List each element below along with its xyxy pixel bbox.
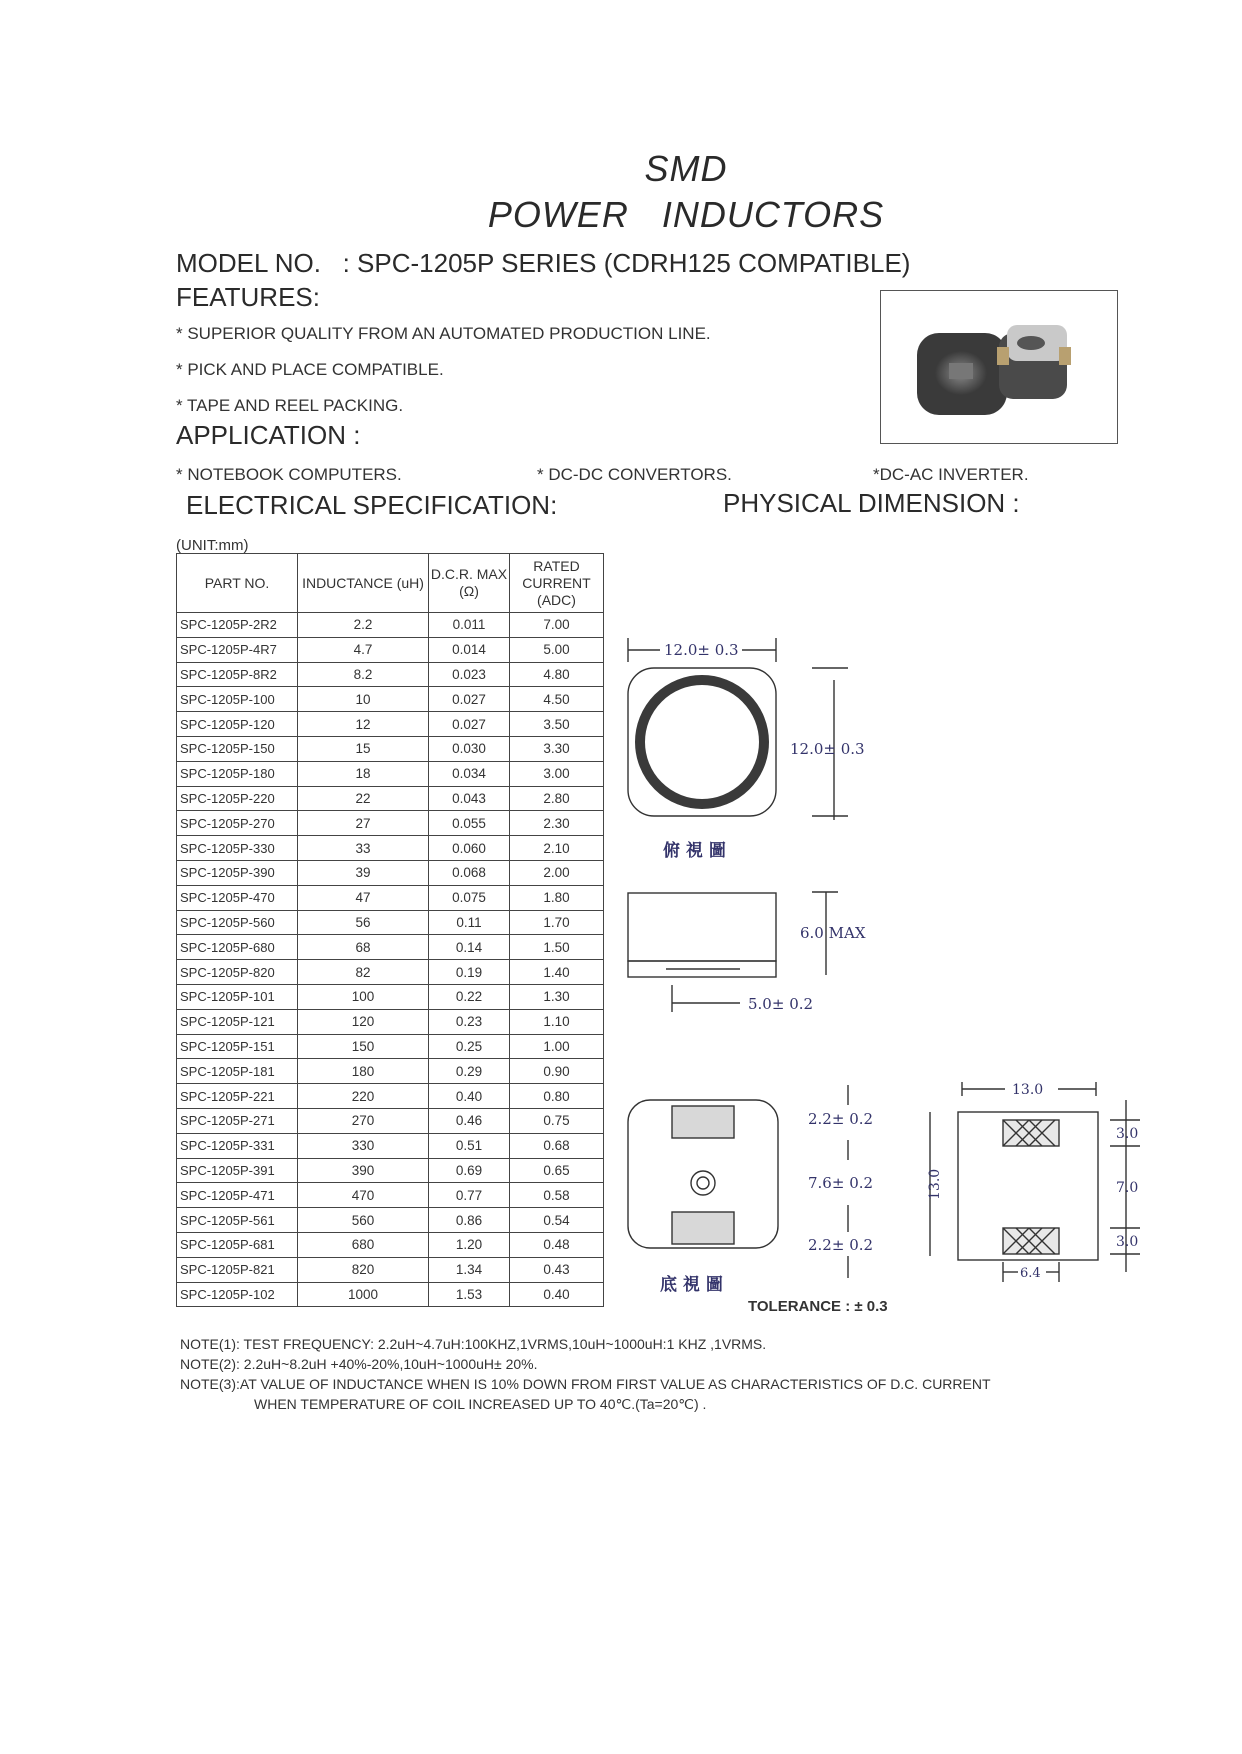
cell-rated-current: 3.30 (510, 736, 604, 761)
top-view-label: 俯 視 圖 (663, 841, 726, 861)
cell-dcr: 0.46 (429, 1108, 510, 1133)
cell-rated-current: 1.30 (510, 984, 604, 1009)
note-3: NOTE(3):AT VALUE OF INDUCTANCE WHEN IS 10% DOWN FROM FIRST VALUE AS CHARACTERISTICS OF D.C. CURRENT (180, 1376, 991, 1392)
dim-bottom-pad-top: 2.2± 0.2 (808, 1110, 874, 1128)
cell-dcr: 0.034 (429, 761, 510, 786)
cell-dcr: 0.027 (429, 712, 510, 737)
cell-rated-current: 1.00 (510, 1034, 604, 1059)
cell-inductance: 8.2 (298, 662, 429, 687)
application-heading: APPLICATION : (176, 420, 361, 450)
bottom-view-label: 底 視 圖 (660, 1275, 723, 1295)
cell-rated-current: 1.70 (510, 910, 604, 935)
feature-item: * TAPE AND REEL PACKING. (176, 396, 404, 415)
cell-part-no: SPC-1205P-331 (177, 1133, 298, 1158)
cell-dcr: 0.77 (429, 1183, 510, 1208)
cell-part-no: SPC-1205P-2R2 (177, 613, 298, 638)
cell-dcr: 0.23 (429, 1009, 510, 1034)
electrical-spec-heading: ELECTRICAL SPECIFICATION: (186, 490, 558, 520)
cell-inductance: 18 (298, 761, 429, 786)
cell-part-no: SPC-1205P-102 (177, 1282, 298, 1307)
cell-dcr: 0.22 (429, 984, 510, 1009)
cell-rated-current: 3.50 (510, 712, 604, 737)
cell-inductance: 560 (298, 1208, 429, 1233)
cell-dcr: 0.014 (429, 637, 510, 662)
cell-inductance: 12 (298, 712, 429, 737)
title-power-inductors: POWER INDUCTORS (487, 194, 885, 235)
feature-item: * PICK AND PLACE COMPATIBLE. (176, 360, 444, 379)
cell-dcr: 0.068 (429, 860, 510, 885)
cell-part-no: SPC-1205P-220 (177, 786, 298, 811)
cell-inductance: 39 (298, 860, 429, 885)
cell-rated-current: 0.90 (510, 1059, 604, 1084)
title-smd: SMD (644, 148, 728, 189)
cell-inductance: 120 (298, 1009, 429, 1034)
cell-inductance: 56 (298, 910, 429, 935)
cell-rated-current: 4.80 (510, 662, 604, 687)
cell-rated-current: 7.00 (510, 613, 604, 638)
features-heading: FEATURES: (176, 282, 320, 312)
cell-dcr: 0.060 (429, 836, 510, 861)
cell-inductance: 68 (298, 935, 429, 960)
cell-rated-current: 1.80 (510, 885, 604, 910)
cell-dcr: 0.69 (429, 1158, 510, 1183)
cell-rated-current: 1.50 (510, 935, 604, 960)
cell-dcr: 0.023 (429, 662, 510, 687)
cell-dcr: 0.11 (429, 910, 510, 935)
dim-bottom-pad-bottom: 2.2± 0.2 (808, 1236, 874, 1254)
cell-dcr: 0.030 (429, 736, 510, 761)
cell-part-no: SPC-1205P-820 (177, 960, 298, 985)
dim-land-pad2: 3.0 (1116, 1234, 1139, 1250)
feature-item: * SUPERIOR QUALITY FROM AN AUTOMATED PRODUCTION LINE. (176, 324, 711, 343)
cell-dcr: 0.011 (429, 613, 510, 638)
cell-part-no: SPC-1205P-390 (177, 860, 298, 885)
cell-dcr: 0.043 (429, 786, 510, 811)
cell-inductance: 82 (298, 960, 429, 985)
dim-top-height: 12.0± 0.3 (790, 740, 865, 758)
cell-inductance: 100 (298, 984, 429, 1009)
cell-rated-current: 0.43 (510, 1257, 604, 1282)
cell-part-no: SPC-1205P-471 (177, 1183, 298, 1208)
cell-dcr: 0.19 (429, 960, 510, 985)
cell-inductance: 270 (298, 1108, 429, 1133)
cell-dcr: 0.51 (429, 1133, 510, 1158)
cell-part-no: SPC-1205P-100 (177, 687, 298, 712)
dim-top-width: 12.0± 0.3 (664, 641, 739, 659)
cell-rated-current: 2.10 (510, 836, 604, 861)
physical-dimension-heading: PHYSICAL DIMENSION : (723, 488, 1020, 518)
cell-dcr: 0.29 (429, 1059, 510, 1084)
cell-rated-current: 5.00 (510, 637, 604, 662)
cell-part-no: SPC-1205P-121 (177, 1009, 298, 1034)
dim-land-gap: 7.0 (1116, 1180, 1139, 1196)
tolerance-note: TOLERANCE : ± 0.3 (748, 1298, 888, 1315)
cell-rated-current: 0.80 (510, 1084, 604, 1109)
cell-inductance: 27 (298, 811, 429, 836)
cell-rated-current: 4.50 (510, 687, 604, 712)
cell-inductance: 180 (298, 1059, 429, 1084)
cell-rated-current: 0.54 (510, 1208, 604, 1233)
cell-dcr: 1.53 (429, 1282, 510, 1307)
cell-part-no: SPC-1205P-821 (177, 1257, 298, 1282)
cell-rated-current: 2.80 (510, 786, 604, 811)
side-view-drawing (628, 892, 838, 1012)
dim-side-width: 5.0± 0.2 (748, 995, 814, 1013)
dim-side-height: 6.0 MAX (800, 924, 866, 942)
cell-inductance: 470 (298, 1183, 429, 1208)
application-item: * NOTEBOOK COMPUTERS. (176, 465, 402, 484)
col-header-inductance: INDUCTANCE (uH) (298, 554, 429, 613)
cell-part-no: SPC-1205P-101 (177, 984, 298, 1009)
cell-dcr: 1.34 (429, 1257, 510, 1282)
cell-inductance: 150 (298, 1034, 429, 1059)
cell-inductance: 390 (298, 1158, 429, 1183)
cell-inductance: 22 (298, 786, 429, 811)
cell-dcr: 0.25 (429, 1034, 510, 1059)
cell-part-no: SPC-1205P-180 (177, 761, 298, 786)
land-pattern-drawing (930, 1082, 1140, 1282)
col-header-dcr: D.C.R. MAX (Ω) (429, 554, 510, 613)
cell-rated-current: 0.40 (510, 1282, 604, 1307)
cell-part-no: SPC-1205P-470 (177, 885, 298, 910)
note-2: NOTE(2): 2.2uH~8.2uH +40%-20%,10uH~1000uH± 20%. (180, 1356, 538, 1372)
cell-rated-current: 1.10 (510, 1009, 604, 1034)
cell-part-no: SPC-1205P-120 (177, 712, 298, 737)
note-1: NOTE(1): TEST FREQUENCY: 2.2uH~4.7uH:100KHZ,1VRMS,10uH~1000uH:1 KHZ ,1VRMS. (180, 1336, 767, 1352)
dim-land-pad1: 3.0 (1116, 1126, 1139, 1142)
cell-part-no: SPC-1205P-181 (177, 1059, 298, 1084)
cell-inductance: 820 (298, 1257, 429, 1282)
cell-inductance: 10 (298, 687, 429, 712)
cell-part-no: SPC-1205P-221 (177, 1084, 298, 1109)
cell-part-no: SPC-1205P-150 (177, 736, 298, 761)
cell-dcr: 0.40 (429, 1084, 510, 1109)
cell-inductance: 33 (298, 836, 429, 861)
cell-inductance: 330 (298, 1133, 429, 1158)
cell-inductance: 4.7 (298, 637, 429, 662)
cell-part-no: SPC-1205P-151 (177, 1034, 298, 1059)
cell-rated-current: 2.30 (510, 811, 604, 836)
note-3-continued: WHEN TEMPERATURE OF COIL INCREASED UP TO 40℃.(Ta=20℃) . (254, 1396, 707, 1412)
cell-rated-current: 3.00 (510, 761, 604, 786)
application-item: *DC-AC INVERTER. (873, 465, 1029, 484)
cell-part-no: SPC-1205P-391 (177, 1158, 298, 1183)
col-header-current: RATED CURRENT (ADC) (510, 554, 604, 613)
cell-inductance: 1000 (298, 1282, 429, 1307)
cell-dcr: 1.20 (429, 1232, 510, 1257)
top-view-drawing (628, 638, 848, 820)
cell-rated-current: 2.00 (510, 860, 604, 885)
cell-part-no: SPC-1205P-271 (177, 1108, 298, 1133)
cell-part-no: SPC-1205P-680 (177, 935, 298, 960)
col-header-part: PART NO. (177, 554, 298, 613)
dim-land-height: 13.0 (927, 1168, 943, 1200)
cell-rated-current: 0.58 (510, 1183, 604, 1208)
cell-dcr: 0.14 (429, 935, 510, 960)
application-item: * DC-DC CONVERTORS. (537, 465, 732, 484)
model-number-line: MODEL NO. : SPC-1205P SERIES (CDRH125 COMPATIBLE) (176, 248, 911, 278)
cell-part-no: SPC-1205P-561 (177, 1208, 298, 1233)
cell-part-no: SPC-1205P-560 (177, 910, 298, 935)
cell-inductance: 47 (298, 885, 429, 910)
cell-dcr: 0.027 (429, 687, 510, 712)
cell-part-no: SPC-1205P-330 (177, 836, 298, 861)
cell-dcr: 0.075 (429, 885, 510, 910)
cell-rated-current: 1.40 (510, 960, 604, 985)
cell-inductance: 2.2 (298, 613, 429, 638)
cell-part-no: SPC-1205P-8R2 (177, 662, 298, 687)
dim-bottom-center: 7.6± 0.2 (808, 1174, 874, 1192)
cell-rated-current: 0.68 (510, 1133, 604, 1158)
cell-dcr: 0.86 (429, 1208, 510, 1233)
cell-part-no: SPC-1205P-270 (177, 811, 298, 836)
unit-label: (UNIT:mm) (176, 537, 249, 554)
cell-rated-current: 0.48 (510, 1232, 604, 1257)
cell-part-no: SPC-1205P-681 (177, 1232, 298, 1257)
cell-inductance: 15 (298, 736, 429, 761)
cell-inductance: 220 (298, 1084, 429, 1109)
dim-land-width: 13.0 (1012, 1082, 1044, 1098)
cell-part-no: SPC-1205P-4R7 (177, 637, 298, 662)
cell-inductance: 680 (298, 1232, 429, 1257)
cell-rated-current: 0.65 (510, 1158, 604, 1183)
cell-dcr: 0.055 (429, 811, 510, 836)
cell-rated-current: 0.75 (510, 1108, 604, 1133)
dim-land-pad-width: 6.4 (1020, 1266, 1041, 1281)
